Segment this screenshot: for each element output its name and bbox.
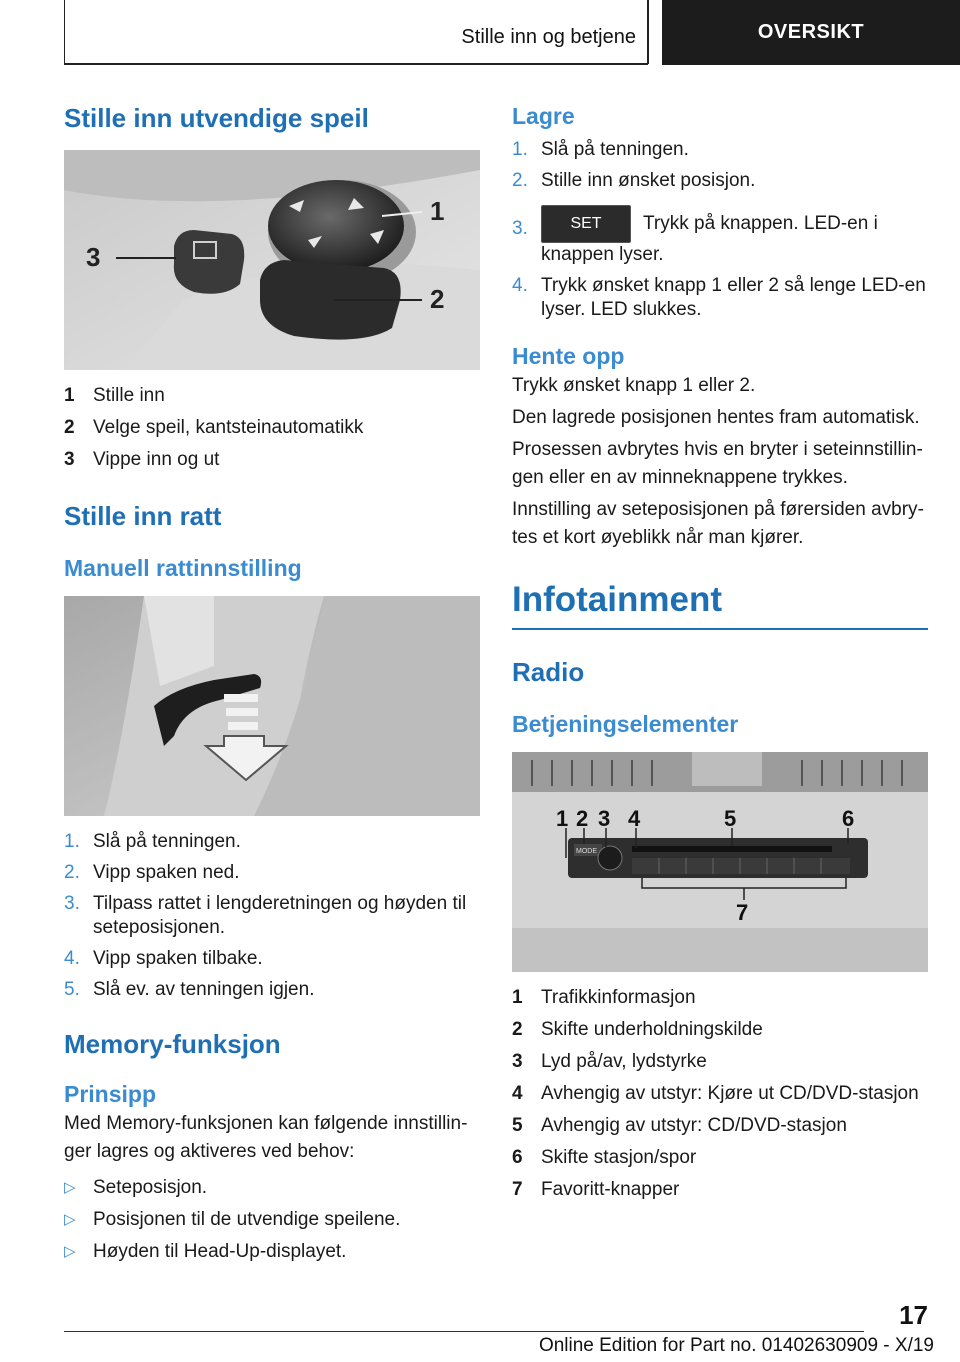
list-item: 3 Vippe inn og ut — [64, 449, 220, 470]
header-section-title: Stille inn og betjene — [461, 26, 636, 48]
radio-figure-label-7: 7 — [736, 899, 749, 925]
list-item: ▷ Høyden til Head-Up-displayet. — [64, 1241, 347, 1262]
list-item: ▷ Posisjonen til de utvendige speilene. — [64, 1209, 401, 1230]
principle-title: Prinsipp — [64, 1081, 157, 1107]
infotainment-title: Infotainment — [512, 580, 722, 619]
header-left-line — [64, 0, 65, 64]
mirror-control-figure — [64, 150, 480, 370]
radio-legend — [512, 986, 928, 1202]
infotainment-rule — [512, 628, 928, 630]
page-number: 17 — [899, 1300, 928, 1330]
recall-paragraph: Den lagrede posisjonen hentes fram automatisk. — [512, 407, 920, 428]
principle-text: Med Memory-funksjonen kan følgende innstillinger lagres og aktiveres ved behov: — [64, 1113, 468, 1162]
header-tab-overview[interactable] — [662, 0, 960, 65]
radio-figure-label-2: 2 — [576, 805, 589, 831]
mirror-legend — [64, 384, 480, 472]
triangle-bullet-icon: ▷ — [64, 1243, 76, 1260]
footer-rule — [64, 1331, 864, 1332]
set-button-icon: SET — [541, 205, 631, 243]
manual-steps — [64, 830, 480, 1002]
list-item: 3. Tilpass rattet i lengderetningen og høyden til seteposisjonen. — [64, 893, 467, 938]
header-tab-label: OVERSIKT — [757, 21, 865, 43]
save-title: Lagre — [512, 103, 575, 129]
radio-device-label-mode: MODE — [576, 847, 597, 855]
radio-figure-label-6: 6 — [842, 805, 855, 831]
list-item: 5. Slå ev. av tenningen igjen. — [64, 979, 315, 1000]
recall-paragraph: Prosessen avbrytes hvis en bryter i seteinnstillingen eller en av minneknappene trykkes. — [512, 439, 923, 488]
list-item: 7 Favoritt-knapper — [512, 1178, 680, 1200]
radio-figure-label-5: 5 — [724, 805, 737, 831]
radio-controls-figure — [512, 752, 928, 972]
list-item: 5 Avhengig av utstyr: CD/DVD-stasjon — [512, 1114, 847, 1136]
left-column — [64, 100, 480, 1272]
header-right-line — [647, 0, 649, 64]
list-item: ▷ Seteposisjon. — [64, 1177, 208, 1198]
right-column — [512, 100, 928, 1210]
list-item: 2 Velge speil, kantsteinautomatikk — [64, 417, 364, 438]
list-item: 1 Stille inn — [64, 385, 165, 406]
mirror-figure-label-1: 1 — [430, 196, 445, 226]
memory-title: Memory-funksjon — [64, 1029, 281, 1059]
radio-figure-label-4: 4 — [628, 805, 641, 831]
recall-paragraph: Trykk ønsket knapp 1 eller 2. — [512, 375, 756, 396]
list-item: 4. Vipp spaken tilbake. — [64, 948, 263, 969]
footer-edition: Online Edition for Part no. 01402630909 - X/19 — [538, 1335, 934, 1356]
list-item: 6 Skifte stasjon/spor — [512, 1146, 697, 1168]
list-item: 1. Slå på tenningen. — [512, 139, 689, 160]
list-item: 2 Skifte underholdningskilde — [512, 1018, 763, 1040]
header-bottom-line — [64, 63, 648, 65]
controls-title: Betjeningselementer — [512, 710, 739, 737]
radio-figure-label-3: 3 — [598, 805, 611, 831]
save-steps — [512, 138, 928, 322]
steering-lever-figure — [64, 596, 480, 816]
principle-bullets — [64, 1176, 480, 1264]
mirror-title: Stille inn utvendige speil — [64, 103, 369, 133]
radio-figure-label-1: 1 — [556, 805, 569, 831]
list-item: 2. Vipp spaken ned. — [64, 862, 240, 883]
list-item: 1 Trafikkinformasjon — [512, 986, 696, 1008]
list-item: 2. Stille inn ønsket posisjon. — [512, 170, 756, 191]
recall-title: Hente opp — [512, 343, 625, 369]
mirror-figure-label-3: 3 — [86, 242, 101, 272]
list-item: 4 Avhengig av utstyr: Kjøre ut CD/DVD-stasjon — [512, 1082, 919, 1104]
mirror-figure-label-2: 2 — [430, 284, 445, 314]
recall-paragraph: Innstilling av seteposisjonen på førersiden avbrytes et kort øyeblikk når man kjører. — [512, 499, 924, 548]
manual-adjust-title: Manuell rattinnstilling — [64, 555, 302, 581]
triangle-bullet-icon: ▷ — [64, 1211, 76, 1228]
radio-title: Radio — [512, 656, 585, 687]
list-item: 4. Trykk ønsket knapp 1 eller 2 så lenge LED-en lyser. LED slukkes. — [512, 275, 926, 320]
list-item: 3. SET Trykk på knappen. LED-en i knappen lyser. — [512, 205, 928, 267]
triangle-bullet-icon: ▷ — [64, 1179, 76, 1196]
list-item: 3 Lyd på/av, lydstyrke — [512, 1050, 707, 1072]
wheel-title: Stille inn ratt — [64, 501, 222, 531]
list-item: 1. Slå på tenningen. — [64, 831, 241, 852]
